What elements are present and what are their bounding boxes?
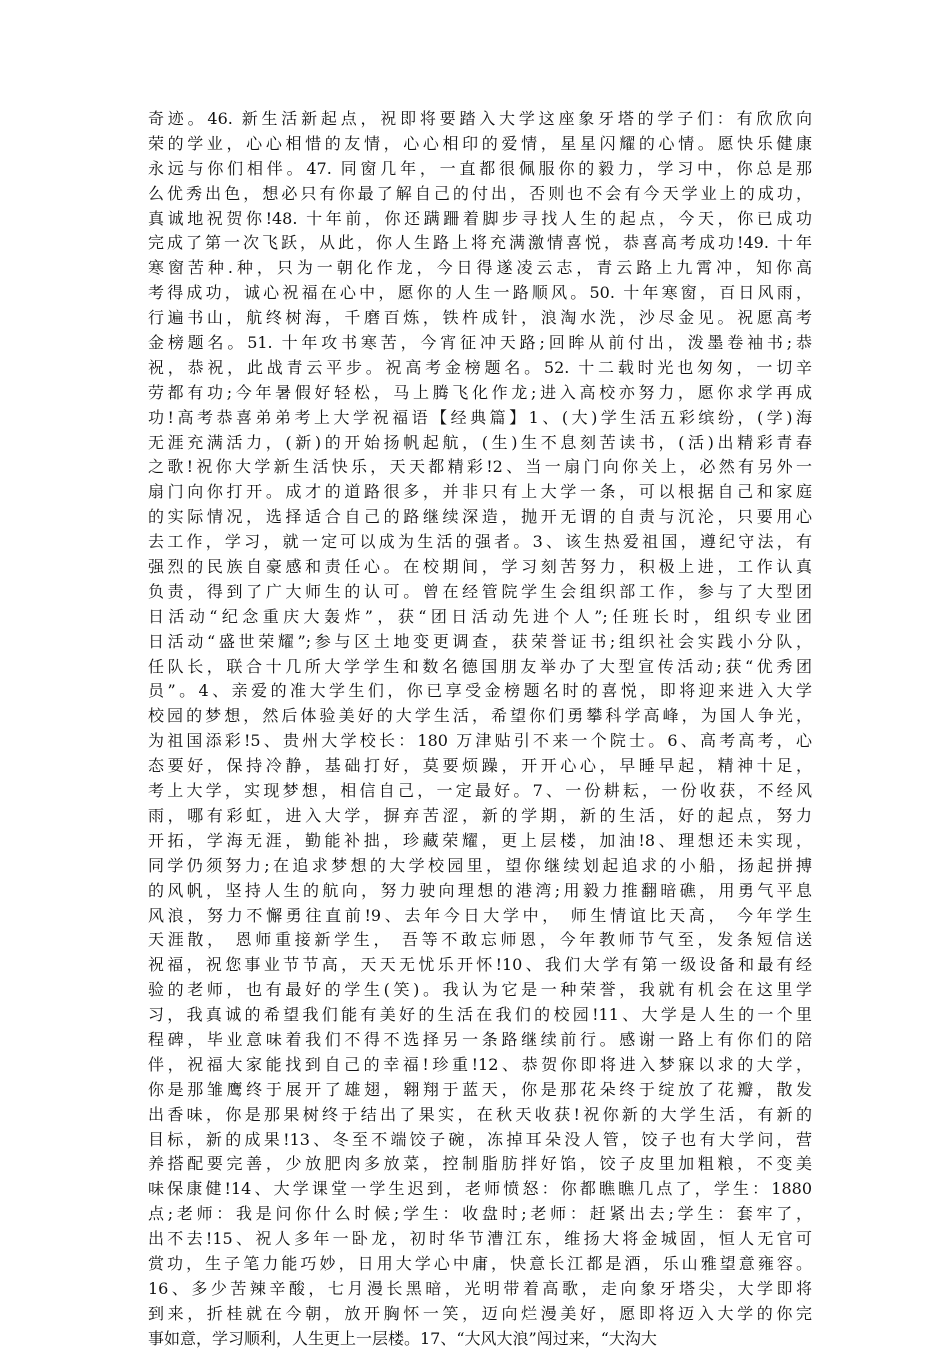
text-line: 祝福，祝您事业节节高，天天无忧乐开怀!10、我们大学有第一级设备和最有经 bbox=[148, 955, 812, 975]
text-line: 扇门向你打开。成才的道路很多，并非只有上大学一条，可以根据自己和家庭 bbox=[148, 482, 812, 502]
text-line: 考得成功，诚心祝福在心中，愿你的人生一路顺风。50. 十年寒窗，百日风雨， bbox=[148, 283, 812, 303]
text-line: 养搭配要完善，少放肥肉多放菜，控制脂肪拌好馅，饺子皮里加粗粮，不变美 bbox=[148, 1154, 812, 1174]
text-line: 校园的梦想，然后体验美好的大学生活，希望你们勇攀科学高峰，为国人争光， bbox=[148, 706, 812, 726]
text-line: 事如意，学习顺利，人生更上一层楼。17、“大风大浪”闯过来，“大沟大 bbox=[148, 1328, 657, 1348]
text-line: 雨，哪有彩虹，进入大学，摒弃苦涩，新的学期，新的生活，好的起点，努力 bbox=[148, 805, 812, 825]
text-line: 目标，新的成果!13、冬至不端饺子碗，冻掉耳朵没人管，饺子也有大学问，营 bbox=[148, 1129, 812, 1149]
text-line: 永远与你们相伴。47. 同窗几年，一直都很佩服你的毅力，学习中，你总是那 bbox=[148, 158, 812, 178]
text-line: 功!高考恭喜弟弟考上大学祝福语【经典篇】1、(大)学生活五彩缤纷，(学)海 bbox=[148, 407, 812, 427]
text-line: 员”。4、亲爱的准大学生们，你已享受金榜题名时的喜悦，即将迎来进入大学 bbox=[148, 681, 812, 701]
text-line: 风浪，努力不懈勇往直前!9、去年今日大学中， 师生情谊比天高， 今年学生 bbox=[148, 905, 812, 925]
text-line: 伴，祝福大家能找到自己的幸福!珍重!12、恭贺你即将进入梦寐以求的大学， bbox=[148, 1054, 812, 1074]
text-line: 的风帆，坚持人生的航向，努力驶向理想的港湾;用毅力推翻暗礁，用勇气平息 bbox=[148, 880, 812, 900]
text-line: 为祖国添彩!5、贵州大学校长：180 万津贴引不来一个院士。6、高考高考，心 bbox=[148, 731, 812, 751]
text-line: 出不去!15、祝人多年一卧龙，初时华节漕江东，维扬大将金城固，恒人无官可 bbox=[148, 1229, 812, 1249]
text-line: 味保康健!14、大学课堂一学生迟到，老师愤怒：你都瞧瞧几点了，学生：1880 bbox=[148, 1179, 812, 1199]
text-line: 出香味，你是那果树终于结出了果实，在秋天收获!祝你新的大学生活，有新的 bbox=[148, 1104, 812, 1124]
text-line: 态要好，保持冷静，基础打好，莫要烦躁，开开心心，早睡早起，精神十足， bbox=[148, 756, 812, 776]
text-line: 点;老师：我是问你什么时候;学生：收盘时;老师：赶紧出去;学生：套牢了， bbox=[148, 1204, 812, 1224]
text-line: 你是那雏鹰终于展开了雄翅，翱翔于蓝天，你是那花朵终于绽放了花瓣，散发 bbox=[148, 1079, 812, 1099]
text-line: 天涯散， 恩师重接新学生， 吾等不敢忘师恩，今年教师节气至，发条短信送 bbox=[148, 930, 812, 950]
text-line: 赏功，生子笔力能巧妙，日用大学心中庸，快意长江都是酒，乐山雅望意雍容。 bbox=[148, 1253, 812, 1273]
text-line: 祝，恭祝，此战青云平步。祝高考金榜题名。52. 十二载时光也匆匆，一切辛 bbox=[148, 357, 812, 377]
text-line: 荣的学业，心心相惜的友情，心心相印的爱情，星星闪耀的心情。愿快乐健康 bbox=[148, 133, 812, 153]
text-line: 负责，得到了广大师生的认可。曾在经管院学生会组织部工作，参与了大型团 bbox=[148, 581, 812, 601]
text-line: 日活动“纪念重庆大轰炸”，获“团日活动先进个人”;任班长时，组织专业团 bbox=[148, 606, 812, 626]
text-line: 完成了第一次飞跃，从此，你人生路上将充满激情喜悦，恭喜高考成功!49. 十年 bbox=[148, 233, 812, 253]
text-line: 同学仍须努力;在追求梦想的大学校园里，望你继续划起追求的小船，扬起拼搏 bbox=[148, 855, 812, 875]
text-line: 开拓，学海无涯，勤能补拙，珍藏荣耀，更上层楼，加油!8、理想还未实现， bbox=[148, 830, 812, 850]
text-line: 考上大学，实现梦想，相信自己，一定最好。7、一份耕耘，一份收获，不经风 bbox=[148, 781, 812, 801]
text-line: 寒窗苦种.种，只为一朝化作龙，今日得遂凌云志，青云路上九霄冲，知你高 bbox=[148, 258, 812, 278]
text-line: 无涯充满活力，(新)的开始扬帆起航，(生)生不息刻苦读书，(活)出精彩青春 bbox=[148, 432, 812, 452]
text-line: 日活动“盛世荣耀”;参与区土地变更调查，获荣誉证书;组织社会实践小分队， bbox=[148, 631, 812, 651]
text-line: 劳都有功;今年暑假好轻松，马上腾飞化作龙;进入高校亦努力，愿你求学再成 bbox=[148, 382, 812, 402]
text-line: 么优秀出色，想必只有你最了解自己的付出，否则也不会有今天学业上的成功， bbox=[148, 183, 812, 203]
document-body bbox=[148, 107, 812, 1352]
text-line: 到来，折桂就在今朝，放开胸怀一笑，迈向烂漫美好，愿即将迈入大学的你完 bbox=[148, 1303, 812, 1323]
text-line: 真诚地祝贺你!48. 十年前，你还蹒跚着脚步寻找人生的起点，今天，你已成功 bbox=[148, 208, 812, 228]
text-line: 行遍书山，航终树海，千磨百炼，铁杵成针，浪淘水洗，沙尽金见。祝愿高考 bbox=[148, 308, 812, 328]
text-line: 强烈的民族自豪感和责任心。在校期间，学习刻苦努力，积极上进，工作认真 bbox=[148, 557, 812, 577]
text-line: 16、多少苦辣辛酸，七月漫长黑暗，光明带着高歌，走向象牙塔尖，大学即将 bbox=[148, 1278, 812, 1298]
text-line: 奇迹。46. 新生活新起点，祝即将要踏入大学这座象牙塔的学子们：有欣欣向 bbox=[148, 109, 812, 128]
text-line: 验的老师，也有最好的学生(笑)。我认为它是一种荣誉，我就有机会在这里学 bbox=[148, 980, 812, 1000]
text-line: 习，我真诚的希望我们能有美好的生活在我们的校园!11、大学是人生的一个里 bbox=[148, 1005, 812, 1025]
text-line: 金榜题名。51. 十年攻书寒苦，今宵征冲天路;回眸从前付出，泼墨卷袖书;恭 bbox=[148, 333, 812, 353]
text-line: 任队长，联合十几所大学学生和数名德国朋友举办了大型宣传活动;获“优秀团 bbox=[148, 656, 812, 676]
text-line: 的实际情况，选择适合自己的路继续深造，抛开无谓的自责与沉沦，只要用心 bbox=[148, 507, 812, 527]
text-line: 程碑，毕业意味着我们不得不选择另一条路继续前行。感谢一路上有你们的陪 bbox=[148, 1029, 812, 1049]
text-line: 之歌!祝你大学新生活快乐，天天都精彩!2、当一扇门向你关上，必然有另外一 bbox=[148, 457, 812, 477]
text-line: 去工作，学习，就一定可以成为生活的强者。3、该生热爱祖国，遵纪守法，有 bbox=[148, 532, 812, 552]
